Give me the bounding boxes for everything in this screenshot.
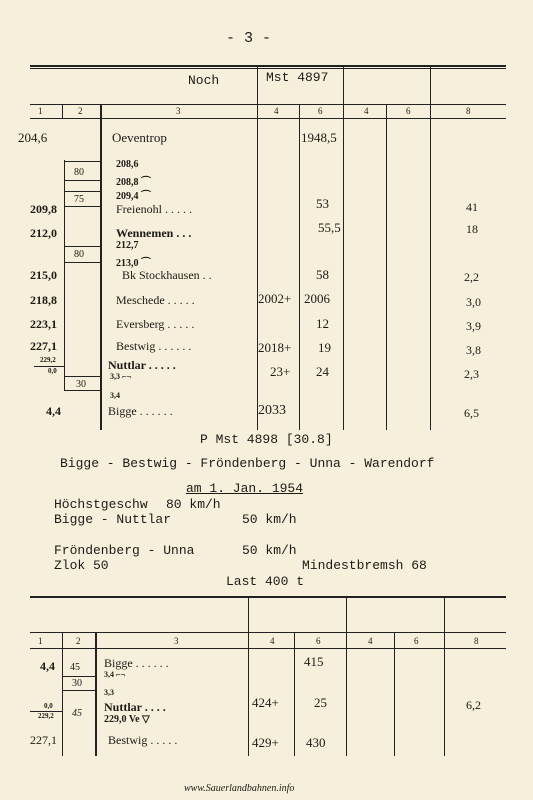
- time-value: 2033: [258, 403, 286, 418]
- km-value: 227,1: [30, 339, 57, 353]
- speed-limit: 80: [74, 167, 84, 178]
- time-value: 23+: [270, 364, 291, 379]
- time-value: 424+: [252, 695, 279, 710]
- km-value: 218,8: [30, 293, 57, 307]
- km-sub: 208,6: [116, 159, 139, 170]
- time-value: 55,5: [318, 220, 341, 235]
- km-value: 223,1: [30, 317, 57, 331]
- km-sub: 3,4 ⌐¬: [104, 670, 126, 679]
- time-value: 429+: [252, 735, 279, 750]
- col8-value: 2,3: [464, 367, 479, 381]
- speed-limit: 30: [72, 678, 82, 689]
- time-value: 58: [316, 267, 329, 282]
- km-value: 209,8: [30, 202, 57, 216]
- speed-rule: [62, 676, 95, 677]
- station-name: Nuttlar . . . . .: [108, 358, 176, 372]
- table2-vline: [444, 598, 445, 756]
- speed-limit: 45: [70, 662, 80, 673]
- speed-rule: [64, 376, 100, 377]
- col8-value: 3,0: [466, 295, 481, 309]
- station-name: Bk Stockhausen . .: [122, 268, 212, 282]
- train2-header: P Mst 4898 [30.8]: [200, 432, 333, 447]
- col8-value: 6,2: [466, 698, 481, 712]
- time-value: 53: [316, 196, 329, 211]
- km-value: 212,0: [30, 226, 57, 240]
- col-number: 6: [316, 636, 321, 646]
- km-value: 0,0: [48, 367, 57, 375]
- km-sub: 3,3 ⌐¬: [110, 372, 132, 381]
- zlok: Zlok 50: [54, 558, 109, 573]
- station-name: Bestwig . . . . .: [108, 733, 178, 747]
- station-name: Bestwig . . . . . .: [116, 339, 192, 353]
- col-number: 2: [76, 636, 81, 646]
- load: Last 400 t: [226, 574, 305, 589]
- km-value: 227,1: [30, 733, 57, 747]
- col-number: 4: [270, 636, 275, 646]
- station-name: Eversberg . . . . .: [116, 317, 195, 331]
- footer-url[interactable]: www.Sauerlandbahnen.info: [184, 783, 295, 794]
- time-value: 430: [306, 735, 326, 750]
- col8-value: 3,8: [466, 343, 481, 357]
- rule-label: Bigge - Nuttlar: [54, 512, 172, 527]
- col-number: 8: [466, 106, 471, 116]
- col-number: 1: [38, 636, 43, 646]
- rule-label: Fröndenberg - Unna: [54, 543, 195, 558]
- time-value: 2002+: [258, 291, 292, 306]
- km-sub: 212,7: [116, 240, 139, 251]
- table2-vline: [248, 598, 249, 756]
- col8-value: 41: [466, 200, 478, 214]
- mindestbremsh: Mindestbremsh 68: [302, 558, 427, 573]
- speed-rule: [64, 262, 100, 263]
- col-number: 8: [474, 636, 479, 646]
- time-value: 415: [304, 654, 324, 669]
- speed-limit: 30: [76, 379, 86, 390]
- col-number: 2: [78, 106, 83, 116]
- col8-value: 3,9: [466, 319, 481, 333]
- speed-limit: 75: [74, 194, 84, 205]
- col-number: 6: [414, 636, 419, 646]
- table2-header-rule: [30, 632, 506, 633]
- station-name: Meschede . . . . .: [116, 293, 195, 307]
- station-name: Wennemen . . .: [116, 226, 192, 240]
- time-value: 19: [318, 340, 331, 355]
- km-value: 229,2: [38, 712, 54, 720]
- station-name: Oeventrop: [112, 130, 167, 145]
- station-name: Nuttlar . . . .: [104, 700, 166, 714]
- km-sub: 209,4 ⌒: [116, 191, 151, 202]
- table2-vline: [346, 598, 347, 756]
- km-sub: 229,0 Ve ▽: [104, 714, 150, 725]
- km-sub: 3,3: [104, 688, 114, 697]
- table2-header-rule-2: [30, 648, 506, 649]
- col-number: 4: [368, 636, 373, 646]
- km-value: 4,4: [40, 659, 55, 673]
- col-number: 6: [406, 106, 411, 116]
- time-value: 2018+: [258, 340, 292, 355]
- station-name: Freienohl . . . . .: [116, 202, 192, 216]
- km-value: 0,0: [44, 702, 53, 710]
- station-name: Bigge . . . . . .: [104, 656, 169, 670]
- table2-vline: [62, 632, 63, 756]
- speed-rule: [64, 191, 100, 192]
- table1-vline: [343, 66, 344, 430]
- col-number: 4: [364, 106, 369, 116]
- table2-vline: [394, 632, 395, 756]
- speed-limit: 80: [74, 249, 84, 260]
- col8-value: 2,2: [464, 270, 479, 284]
- time-value: 24: [316, 364, 329, 379]
- km-value: 215,0: [30, 268, 57, 282]
- col-number: 1: [38, 106, 43, 116]
- table1-vline: [64, 160, 65, 390]
- speed-rule: [64, 161, 100, 162]
- rule-value: 80 km/h: [166, 497, 221, 512]
- km-value: 4,4: [46, 404, 61, 418]
- table1-vline: [386, 104, 387, 430]
- rule-value: 50 km/h: [242, 543, 297, 558]
- station-name: Bigge . . . . . .: [108, 404, 173, 418]
- table2-top-rule: [30, 596, 506, 598]
- table1-vline: [299, 104, 300, 430]
- speed-rule: [64, 390, 100, 391]
- table1-top-rule-2: [30, 68, 506, 69]
- col-number: 4: [274, 106, 279, 116]
- col-number: 3: [176, 106, 181, 116]
- col-number: 3: [174, 636, 179, 646]
- speed-rule: [64, 206, 100, 207]
- km-sub: 213,0 ⌒: [116, 258, 151, 269]
- km-value: 229,2: [40, 356, 56, 364]
- table1-vline: [257, 66, 258, 430]
- date-line: am 1. Jan. 1954: [186, 481, 304, 496]
- time-value: 2006: [304, 291, 330, 306]
- time-value: 12: [316, 316, 329, 331]
- col-number: 6: [318, 106, 323, 116]
- table1-header-train: Mst 4897: [266, 70, 329, 85]
- table2-vline: [294, 632, 295, 756]
- col8-value: 6,5: [464, 406, 479, 420]
- table1-top-rule: [30, 65, 506, 67]
- time-value: 25: [314, 695, 327, 710]
- col8-value: 18: [466, 222, 478, 236]
- table2-vline: [95, 632, 97, 756]
- table1-vline: [430, 66, 431, 430]
- table1-header-noch: Noch: [188, 73, 220, 88]
- km-sub: 208,8 ⌒: [116, 177, 151, 188]
- rule-label: Höchstgeschw: [54, 497, 148, 512]
- speed-rule: [64, 246, 100, 247]
- speed-limit: 45: [72, 708, 82, 719]
- km-value: 204,6: [18, 130, 48, 145]
- table1-vline: [62, 104, 63, 118]
- speed-rule: [64, 180, 100, 181]
- route-line: Bigge - Bestwig - Fröndenberg - Unna - Warendorf: [60, 456, 435, 471]
- speed-rule: [62, 690, 95, 691]
- page-number: - 3 -: [226, 30, 272, 47]
- rule-value: 50 km/h: [242, 512, 297, 527]
- time-value: 1948,5: [301, 130, 337, 145]
- table1-vline: [100, 104, 102, 430]
- km-sub: 3,4: [110, 391, 120, 400]
